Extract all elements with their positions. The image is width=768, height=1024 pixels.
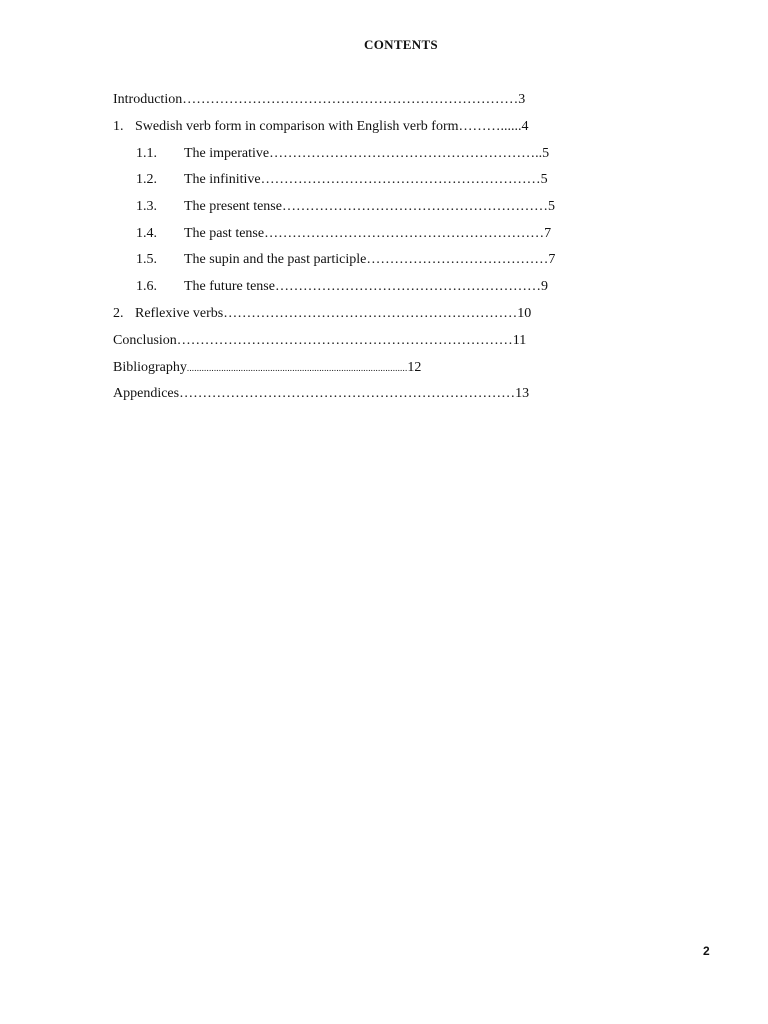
toc-leader: ………………………………… — [366, 252, 549, 267]
toc-page-number: 13 — [515, 386, 530, 401]
toc-entry-label: The infinitive — [184, 172, 261, 187]
page-number: 2 — [703, 944, 710, 958]
toc-entry-chapter-2 — [113, 305, 583, 323]
toc-entry-1-5 — [136, 251, 606, 269]
toc-entry-label: Bibliography — [113, 360, 187, 375]
toc-entry-number: 1.6. — [136, 279, 157, 294]
toc-entry-1-3 — [136, 198, 606, 216]
toc-entry-number: 1.1. — [136, 146, 157, 161]
toc-entry-bibliography — [113, 359, 583, 377]
toc-leader: ………………………………………………….. — [269, 146, 543, 161]
toc-leader: ………………………………………………… — [281, 199, 548, 214]
toc-leader: ……………………………………………………… — [223, 306, 518, 321]
toc-entry-number: 1.5. — [136, 252, 157, 267]
toc-entry-label: The future tense — [184, 279, 275, 294]
toc-entry-label: Appendices — [113, 386, 180, 401]
page-title: CONTENTS — [364, 37, 438, 52]
toc-entry-label: Conclusion — [113, 333, 177, 348]
toc-page-number: 9 — [540, 279, 548, 294]
toc-entry-conclusion — [113, 332, 583, 350]
toc-page-number: 3 — [518, 92, 526, 107]
toc-entry-appendices — [113, 385, 583, 403]
toc-page-number: 12 — [407, 360, 422, 375]
toc-page-number: 7 — [548, 252, 556, 267]
toc-entry-label: Swedish verb form in comparison with English verb form — [135, 119, 459, 134]
toc-leader: .......................................................................................... — [186, 363, 408, 373]
toc-page-number: 5 — [542, 146, 550, 161]
toc-page-number: 4 — [521, 119, 529, 134]
toc-entry-introduction — [113, 91, 583, 109]
toc-leader: ……………………………………………………………… — [176, 333, 513, 348]
toc-leader: ……………………………………………………………… — [179, 386, 516, 401]
toc-entry-label: Reflexive verbs — [135, 306, 224, 321]
toc-leader: ………...... — [458, 119, 522, 134]
toc-leader: ………………………………………………… — [274, 279, 541, 294]
toc-entry-label: The present tense — [184, 199, 282, 214]
toc-entry-label: Introduction — [113, 92, 183, 107]
toc-entry-label: The supin and the past participle — [184, 252, 367, 267]
toc-page-number: 5 — [540, 172, 548, 187]
toc-page-number: 5 — [547, 199, 555, 214]
toc-entry-label: The past tense — [184, 226, 265, 241]
toc-leader: …………………………………………………… — [260, 172, 541, 187]
toc-leader: ……………………………………………………………… — [182, 92, 519, 107]
toc-entry-1-2 — [136, 171, 606, 189]
toc-entry-label: The imperative — [184, 146, 270, 161]
toc-entry-chapter-1 — [113, 118, 583, 136]
toc-page-number: 10 — [517, 306, 532, 321]
toc-entry-number: 1.2. — [136, 172, 157, 187]
toc-entry-number: 1.4. — [136, 226, 157, 241]
toc-entry-number: 1. — [113, 119, 124, 134]
toc-page-number: 11 — [512, 333, 527, 348]
toc-leader: …………………………………………………… — [264, 226, 545, 241]
toc-entry-1-4 — [136, 225, 606, 243]
toc-entry-1-6 — [136, 278, 606, 296]
toc-page-number: 7 — [544, 226, 552, 241]
toc-entry-number: 1.3. — [136, 199, 157, 214]
toc-entry-1-1 — [136, 145, 606, 163]
toc-entry-number: 2. — [113, 306, 124, 321]
